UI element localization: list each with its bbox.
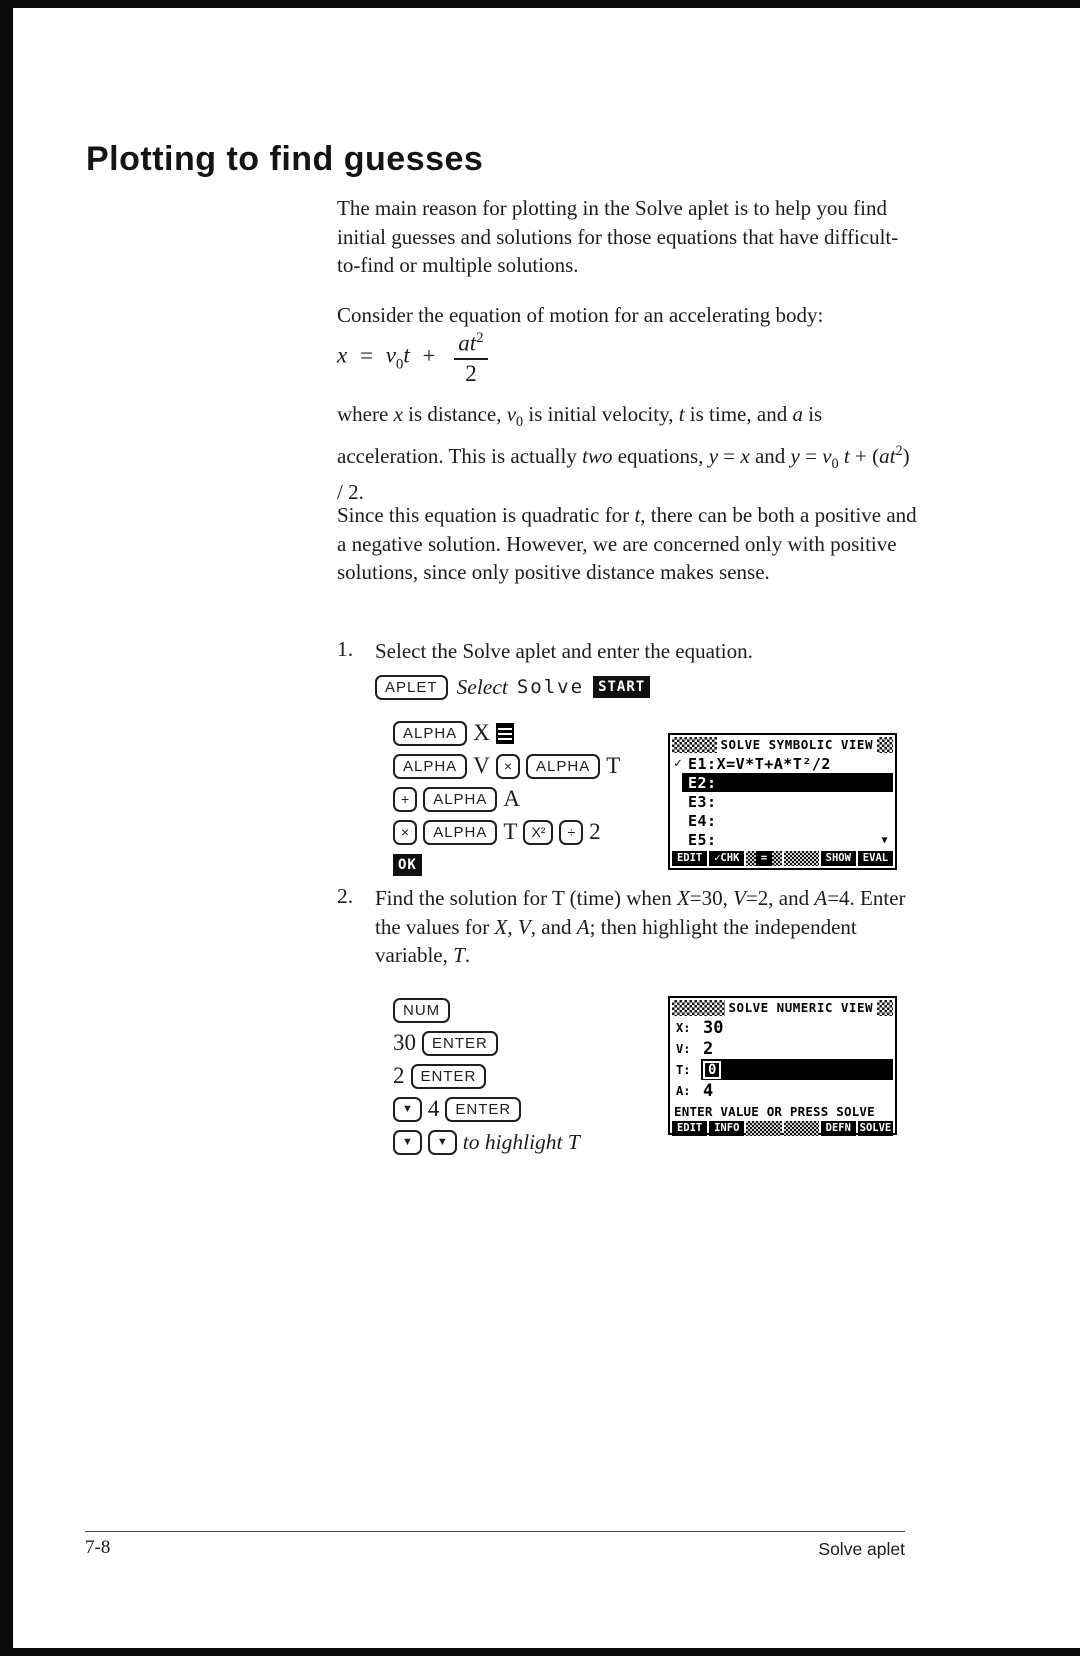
operator-key: + (393, 787, 417, 812)
scan-edge-top (0, 0, 1080, 8)
key-row (393, 1096, 580, 1122)
step-1-text: Select the Solve aplet and enter the equation. (375, 639, 753, 663)
typed-character: T (606, 753, 621, 778)
menu-key-equals: = (746, 851, 781, 866)
operator-key: × (393, 820, 417, 845)
enter-key: ENTER (422, 1031, 498, 1056)
checker-pattern (672, 1000, 725, 1016)
typed-character: T (503, 819, 518, 844)
variable-row-t-selected (672, 1059, 893, 1080)
down-arrow-key: ▼ (393, 1130, 422, 1155)
footer-chapter: Solve aplet (818, 1539, 905, 1559)
down-arrow-icon: ▼ (881, 835, 888, 846)
enter-key: ENTER (445, 1097, 521, 1122)
step-1-number: 1. (337, 637, 354, 661)
key-row (393, 1030, 580, 1056)
equation-of-motion (337, 330, 488, 387)
row-value: 4 (703, 1080, 714, 1101)
equation-lhs: x (337, 342, 348, 368)
page-title: Plotting to find guesses (86, 140, 484, 178)
menu-key-blank (746, 1121, 781, 1136)
menu-bar (672, 851, 893, 866)
screen-title: SOLVE SYMBOLIC VIEW (720, 737, 873, 752)
screen-title-bar (672, 737, 893, 753)
checker-pattern (877, 1000, 893, 1016)
variable-row-a (672, 1080, 893, 1101)
typed-character: 4 (427, 1096, 440, 1121)
down-arrow-key: ▼ (428, 1130, 457, 1155)
key-row (393, 997, 580, 1023)
row-value: X=V*T+A*T²/2 (716, 754, 831, 773)
key-row (393, 720, 620, 746)
equation-v: v (385, 342, 396, 368)
menu-key-defn: DEFN (821, 1121, 856, 1136)
key-row (393, 819, 620, 845)
key-row (393, 753, 620, 779)
typed-character: A (503, 786, 521, 811)
enter-key: ENTER (411, 1064, 487, 1089)
menu-key-eval: EVAL (858, 851, 893, 866)
key-row (393, 1129, 580, 1155)
check-icon: ✓ (674, 756, 683, 771)
equation-row-e1 (672, 754, 893, 773)
num-key: NUM (393, 998, 450, 1023)
step-2-text: Find the solution for T (time) when X=30, V=2, and A=4. Enter the values for X, V, and A; then highlight the independent variable, T. (375, 886, 906, 967)
menu-key-chk: ✓CHK (709, 851, 744, 866)
alpha-key: ALPHA (393, 754, 467, 779)
menu-key-edit: EDIT (672, 851, 707, 866)
key-row (393, 852, 620, 878)
key-row (393, 786, 620, 812)
alpha-key: ALPHA (423, 820, 497, 845)
row-label: X: (676, 1020, 691, 1035)
typed-character: 2 (589, 819, 601, 844)
aplet-name: Solve (516, 676, 585, 698)
start-menu-key: START (593, 676, 650, 698)
scan-edge-bottom (0, 1648, 1080, 1656)
instruction-text: Select (456, 674, 508, 699)
ok-menu-key: OK (393, 854, 422, 876)
typed-character: 30 (393, 1030, 416, 1055)
since-paragraph: Since this equation is quadratic for t, there can be both a positive and a negative solution. However, we are concerned only with positive solutions, since only positive distance makes sense. (337, 503, 917, 584)
screen-title: SOLVE NUMERIC VIEW (728, 1000, 873, 1015)
calculator-screen-numeric (668, 996, 897, 1135)
aplet-key: APLET (375, 675, 448, 700)
aplet-key-line (375, 672, 650, 702)
equation-equals: = (359, 342, 373, 368)
row-label: E2: (688, 773, 717, 792)
menu-key-blank (784, 851, 819, 866)
alpha-key: ALPHA (423, 787, 497, 812)
fraction-denominator: 2 (465, 360, 477, 386)
equation-row-e4 (672, 811, 893, 830)
equation-t: t (403, 342, 410, 368)
scan-edge-left (0, 0, 13, 1656)
row-label: T: (676, 1062, 691, 1077)
menu-bar (672, 1121, 893, 1136)
menu-key-info: INFO (709, 1121, 744, 1136)
calculator-screen-symbolic (668, 733, 897, 870)
menu-key-solve: SOLVE (859, 1122, 892, 1134)
equation-v-subscript: 0 (395, 356, 404, 373)
menu-key-show: SHOW (821, 851, 856, 866)
prompt-message: ENTER VALUE OR PRESS SOLVE (674, 1104, 875, 1119)
footer-rule (85, 1531, 905, 1532)
row-label: A: (676, 1083, 691, 1098)
operator-key: X² (523, 820, 553, 845)
alpha-key: ALPHA (526, 754, 600, 779)
menu-key-edit: EDIT (672, 1121, 707, 1136)
typed-character: 2 (393, 1063, 405, 1088)
typed-character: X (473, 720, 490, 745)
down-arrow-key: ▼ (393, 1097, 422, 1122)
row-label: E5: (688, 830, 717, 849)
row-label: E3: (688, 792, 717, 811)
equation-row-e2-selected (672, 773, 893, 792)
row-value: 2 (703, 1038, 714, 1059)
row-label: V: (676, 1041, 691, 1056)
key-row (393, 1063, 580, 1089)
where-paragraph: where x is distance, $v_0$ is initial velocity, t is time, and a is acceleration. This is actually two equations, y = x and $y = v_0$ $t + (at^2) / 2$. (337, 402, 910, 505)
screen-title-bar (672, 1000, 893, 1016)
step-2-number: 2. (337, 884, 354, 908)
variable-row-v (672, 1038, 893, 1059)
page-number: 7-8 (85, 1537, 111, 1558)
typed-character: V (473, 753, 490, 778)
row-label: E4: (688, 811, 717, 830)
fraction-numerator: $at^2$ (454, 330, 487, 360)
equals-menu-icon (496, 723, 514, 744)
checker-pattern (672, 737, 717, 753)
intro-paragraph: The main reason for plotting in the Solve aplet is to help you find initial guesses and solutions for those equations that have difficult-to-find or multiple solutions. (337, 196, 899, 277)
checker-pattern (877, 737, 893, 753)
key-sequence-step2 (393, 997, 580, 1155)
equation-plus: + (422, 342, 436, 368)
equation-row-e5 (672, 830, 893, 849)
alpha-key: ALPHA (393, 721, 467, 746)
variable-row-x (672, 1017, 893, 1038)
key-sequence-step1 (393, 720, 620, 878)
row-value: 30 (703, 1017, 724, 1038)
operator-key: × (496, 754, 520, 779)
equation-fraction (454, 330, 487, 387)
operator-key: ÷ (559, 820, 583, 845)
cursor-box: 0 (703, 1061, 721, 1079)
consider-paragraph: Consider the equation of motion for an accelerating body: (337, 303, 824, 327)
row-label: E1: (688, 754, 717, 773)
equation-row-e3 (672, 792, 893, 811)
menu-key-blank (784, 1121, 819, 1136)
instruction-text: to highlight T (462, 1129, 580, 1154)
